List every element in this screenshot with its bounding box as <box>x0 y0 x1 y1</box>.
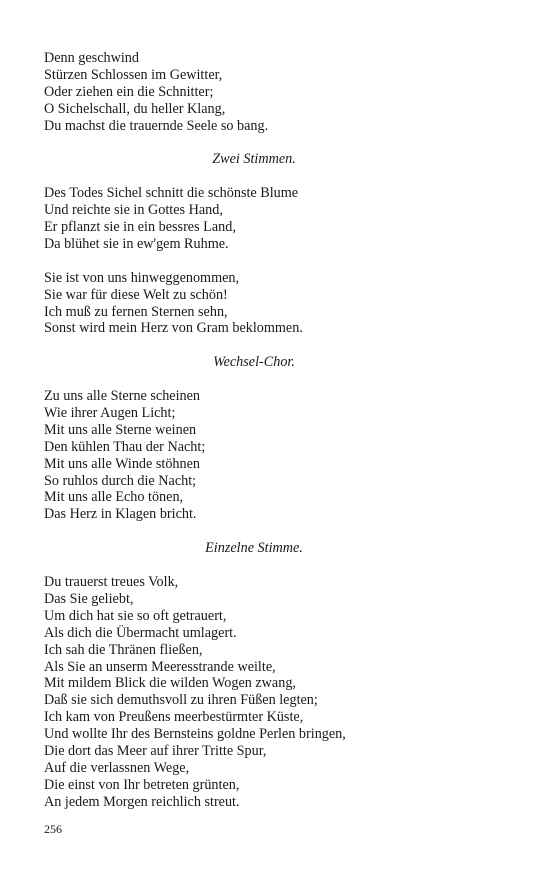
verse-line: Auf die verlassnen Wege, <box>44 759 190 776</box>
verse-line: Und wollte Ihr des Bernsteins goldne Perlen bringen, <box>44 726 346 743</box>
stanza-5 <box>44 574 464 811</box>
stanza-4 <box>44 388 464 523</box>
stanza-gap <box>44 523 464 540</box>
verse-line: Sie ist von uns hinweggenommen, <box>44 269 240 286</box>
verse-line: Das Sie geliebt, <box>44 590 134 607</box>
stanza-gap <box>44 557 464 574</box>
stanza-3 <box>44 270 464 338</box>
verse-line: O Sichelschall, du heller Klang, <box>44 100 226 117</box>
verse-line: So ruhlos durch die Nacht; <box>44 472 197 489</box>
stanza-gap <box>44 371 464 388</box>
verse-line: Du trauerst treues Volk, <box>44 573 179 590</box>
stanza-gap <box>44 253 464 270</box>
section-heading-zwei-stimmen: Zwei Stimmen. <box>212 151 296 168</box>
verse-line: Er pflanzt sie in ein bessres Land, <box>44 219 236 236</box>
verse-line: Zu uns alle Sterne scheinen <box>44 388 201 405</box>
verse-line: Ich muß zu fernen Sternen sehn, <box>44 303 228 320</box>
section-heading-einzelne-stimme: Einzelne Stimme. <box>205 540 303 557</box>
verse-line: Das Herz in Klagen bricht. <box>44 506 197 523</box>
verse-line: Um dich hat sie so oft getrauert, <box>44 607 227 624</box>
verse-line: Mit uns alle Winde stöhnen <box>44 455 200 472</box>
verse-line: Des Todes Sichel schnitt die schönste Blume <box>44 185 299 202</box>
verse-line: Sie war für diese Welt zu schön! <box>44 286 228 303</box>
verse-line: Die einst von Ihr betreten grünten, <box>44 776 240 793</box>
verse-line: Da blühet sie in ew'gem Ruhme. <box>44 235 229 252</box>
verse-line: Daß sie sich demuthsvoll zu ihren Füßen legten; <box>44 692 318 709</box>
verse-line: Mit mildem Blick die wilden Wogen zwang, <box>44 675 296 692</box>
stanza-2 <box>44 185 464 253</box>
stanza-gap <box>44 135 464 152</box>
verse-line: Als Sie an unserm Meeresstrande weilte, <box>44 658 276 675</box>
verse-line: Die dort das Meer auf ihrer Tritte Spur, <box>44 743 267 760</box>
verse-line: Mit uns alle Sterne weinen <box>44 421 197 438</box>
verse-line: Als dich die Übermacht umlagert. <box>44 624 237 641</box>
section-heading-wechsel-chor: Wechsel-Chor. <box>213 354 295 371</box>
verse-line: Ich kam von Preußens meerbestürmter Küste, <box>44 709 304 726</box>
verse-line: Denn geschwind <box>44 50 139 66</box>
verse-line: Oder ziehen ein die Schnitter; <box>44 83 214 100</box>
page-number: 256 <box>44 822 62 836</box>
verse-line: Mit uns alle Echo tönen, <box>44 489 184 506</box>
stanza-gap <box>44 168 464 185</box>
stanza-gap <box>44 337 464 354</box>
poem-text <box>44 50 464 811</box>
stanza-1 <box>44 50 464 135</box>
verse-line: Sonst wird mein Herz von Gram beklommen. <box>44 320 303 337</box>
verse-line: Ich sah die Thränen fließen, <box>44 641 203 658</box>
verse-line: Und reichte sie in Gottes Hand, <box>44 202 223 219</box>
verse-line: An jedem Morgen reichlich streut. <box>44 793 240 810</box>
verse-line: Den kühlen Thau der Nacht; <box>44 438 206 455</box>
verse-line: Stürzen Schlossen im Gewitter, <box>44 66 223 83</box>
verse-line: Du machst die trauernde Seele so bang. <box>44 117 269 134</box>
verse-line: Wie ihrer Augen Licht; <box>44 404 176 421</box>
